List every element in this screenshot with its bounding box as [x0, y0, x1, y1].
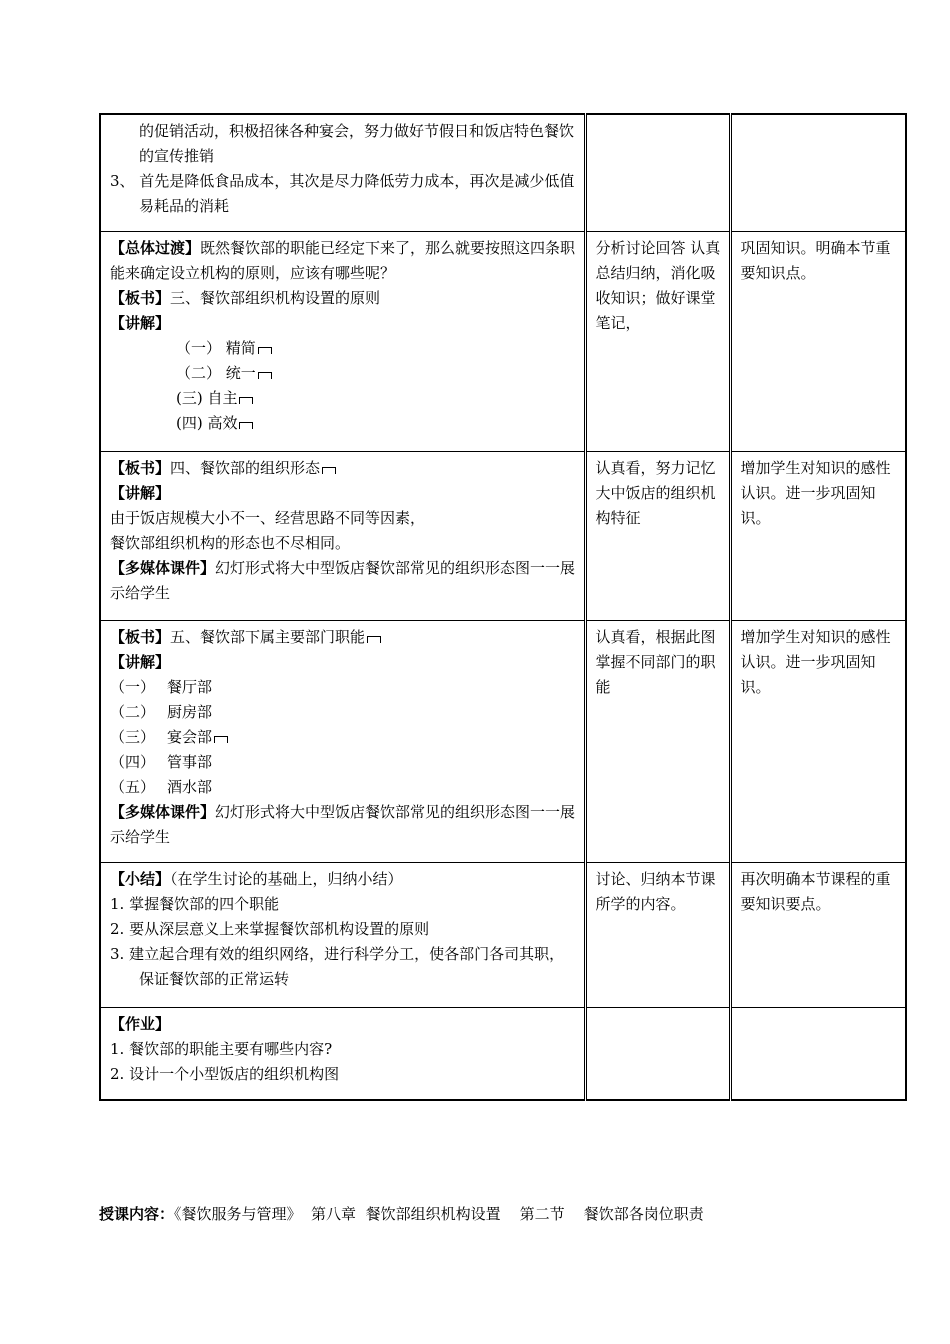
item-number: （三）	[110, 727, 156, 746]
multimedia-line	[110, 556, 576, 606]
board-line	[110, 456, 576, 481]
section-tag: 【讲解】	[110, 483, 171, 502]
principle-item	[110, 361, 576, 386]
multimedia-text: 幻灯形式将大中型饭店餐饮部常见的组织形态图一一展示给学生	[110, 558, 576, 602]
summary-line	[110, 867, 576, 892]
annotation-mark-icon	[258, 372, 272, 379]
student-activity-cell: 分析讨论回答 认真总结归纳，消化吸收知识；做好课堂笔记，	[585, 231, 730, 451]
section-tag: 【讲解】	[110, 313, 171, 332]
section-tag: 【作业】	[110, 1014, 171, 1033]
item-number: （一）	[110, 677, 156, 696]
board-line	[110, 286, 576, 311]
content-cell	[100, 231, 585, 451]
section-tag: 【总体过渡】	[110, 238, 201, 257]
design-intent-cell: 巩固知识。明确本节重要知识点。	[730, 231, 906, 451]
principle-text: (三) 自主	[176, 388, 238, 407]
table-row	[100, 1007, 906, 1100]
multimedia-line	[110, 800, 576, 850]
section-tag: 【多媒体课件】	[110, 558, 216, 577]
design-intent-cell: 增加学生对知识的感性认识。进一步巩固知识。	[730, 620, 906, 862]
table-row	[100, 231, 906, 451]
design-intent-cell	[730, 1007, 906, 1100]
explanation-line: 由于饭店规模大小不一、经营思路不同等因素，	[110, 508, 426, 527]
table-row	[100, 862, 906, 1007]
board-text: 四、餐饮部的组织形态	[170, 458, 321, 477]
principle-text: （一） 精简	[176, 338, 256, 357]
item-text: 宴会部	[167, 727, 213, 746]
lesson-content-text: 《餐饮服务与管理》 第八章 餐饮部组织机构设置 第二节 餐饮部各岗位职责	[174, 1205, 704, 1223]
content-cell	[100, 620, 585, 862]
annotation-mark-icon	[239, 397, 253, 404]
lesson-content-label: 授课内容：	[99, 1205, 175, 1223]
annotation-mark-icon	[322, 467, 336, 474]
summary-text: （在学生讨论的基础上，归纳小结）	[170, 869, 403, 888]
content-cell	[100, 114, 585, 231]
principle-item	[110, 411, 576, 436]
design-intent-cell: 再次明确本节课程的重要知识要点。	[730, 862, 906, 1007]
principle-item	[110, 336, 576, 361]
lesson-plan-table	[99, 113, 907, 1101]
department-item	[110, 775, 576, 800]
explanation-line: 餐饮部组织机构的形态也不尽相同。	[110, 533, 351, 552]
content-cell	[100, 862, 585, 1007]
principle-text: (四) 高效	[176, 413, 238, 432]
student-activity-cell: 认真看，努力记忆大中饭店的组织机构特征	[585, 451, 730, 620]
transition-text: 既然餐饮部的职能已经定下来了，那么就要按照这四条职能来确定设立机构的原则，应该有哪些呢？	[110, 238, 576, 282]
table-row	[100, 451, 906, 620]
board-text: 五、餐饮部下属主要部门职能	[170, 627, 366, 646]
department-item	[110, 700, 576, 725]
list-item: 2. 设计一个小型饭店的组织机构图	[110, 1064, 340, 1083]
item-text: 餐厅部	[167, 677, 213, 696]
design-intent-cell	[730, 114, 906, 231]
annotation-mark-icon	[258, 347, 272, 354]
item-text: 酒水部	[167, 777, 213, 796]
student-activity-cell: 认真看，根据此图掌握不同部门的职能	[585, 620, 730, 862]
content-cell	[100, 1007, 585, 1100]
design-intent-cell: 增加学生对知识的感性认识。进一步巩固知识。	[730, 451, 906, 620]
annotation-mark-icon	[214, 736, 228, 743]
list-item: 2. 要从深层意义上来掌握餐饮部机构设置的原则	[110, 919, 430, 938]
item-number: （四）	[110, 752, 156, 771]
section-tag: 【板书】	[110, 627, 171, 646]
student-activity-cell	[585, 1007, 730, 1100]
list-item: 1. 餐饮部的职能主要有哪些内容?	[110, 1039, 333, 1058]
list-item: 3、 首先是降低食品成本，其次是尽力降低劳力成本，再次是减少低值易耗品的消耗	[110, 172, 575, 215]
department-item	[110, 750, 576, 775]
multimedia-text: 幻灯形式将大中型饭店餐饮部常见的组织形态图一一展示给学生	[110, 802, 576, 846]
board-text: 三、餐饮部组织机构设置的原则	[170, 288, 381, 307]
department-item	[110, 725, 576, 750]
board-line	[110, 625, 576, 650]
student-activity-cell	[585, 114, 730, 231]
item-text: 厨房部	[167, 702, 213, 721]
section-tag: 【小结】	[110, 869, 171, 888]
student-activity-cell: 讨论、归纳本节课所学的内容。	[585, 862, 730, 1007]
section-tag: 【板书】	[110, 458, 171, 477]
item-number: （五）	[110, 777, 156, 796]
lesson-content-line	[99, 1203, 704, 1224]
annotation-mark-icon	[239, 422, 253, 429]
annotation-mark-icon	[367, 636, 381, 643]
section-tag: 【讲解】	[110, 652, 171, 671]
continued-text: 的促销活动，积极招徕各种宴会，努力做好节假日和饭店特色餐饮的宣传推销	[139, 122, 575, 165]
principle-item	[110, 386, 576, 411]
list-item: 3. 建立起合理有效的组织网络，进行科学分工，使各部门各司其职，保证餐饮部的正常运转	[110, 944, 565, 988]
table-row	[100, 114, 906, 231]
list-item: 1. 掌握餐饮部的四个职能	[110, 894, 280, 913]
section-tag: 【多媒体课件】	[110, 802, 216, 821]
transition-paragraph	[110, 236, 576, 286]
principle-text: （二） 统一	[176, 363, 256, 382]
department-item	[110, 675, 576, 700]
table-row	[100, 620, 906, 862]
content-cell	[100, 451, 585, 620]
section-tag: 【板书】	[110, 288, 171, 307]
item-number: （二）	[110, 702, 156, 721]
item-text: 管事部	[167, 752, 213, 771]
